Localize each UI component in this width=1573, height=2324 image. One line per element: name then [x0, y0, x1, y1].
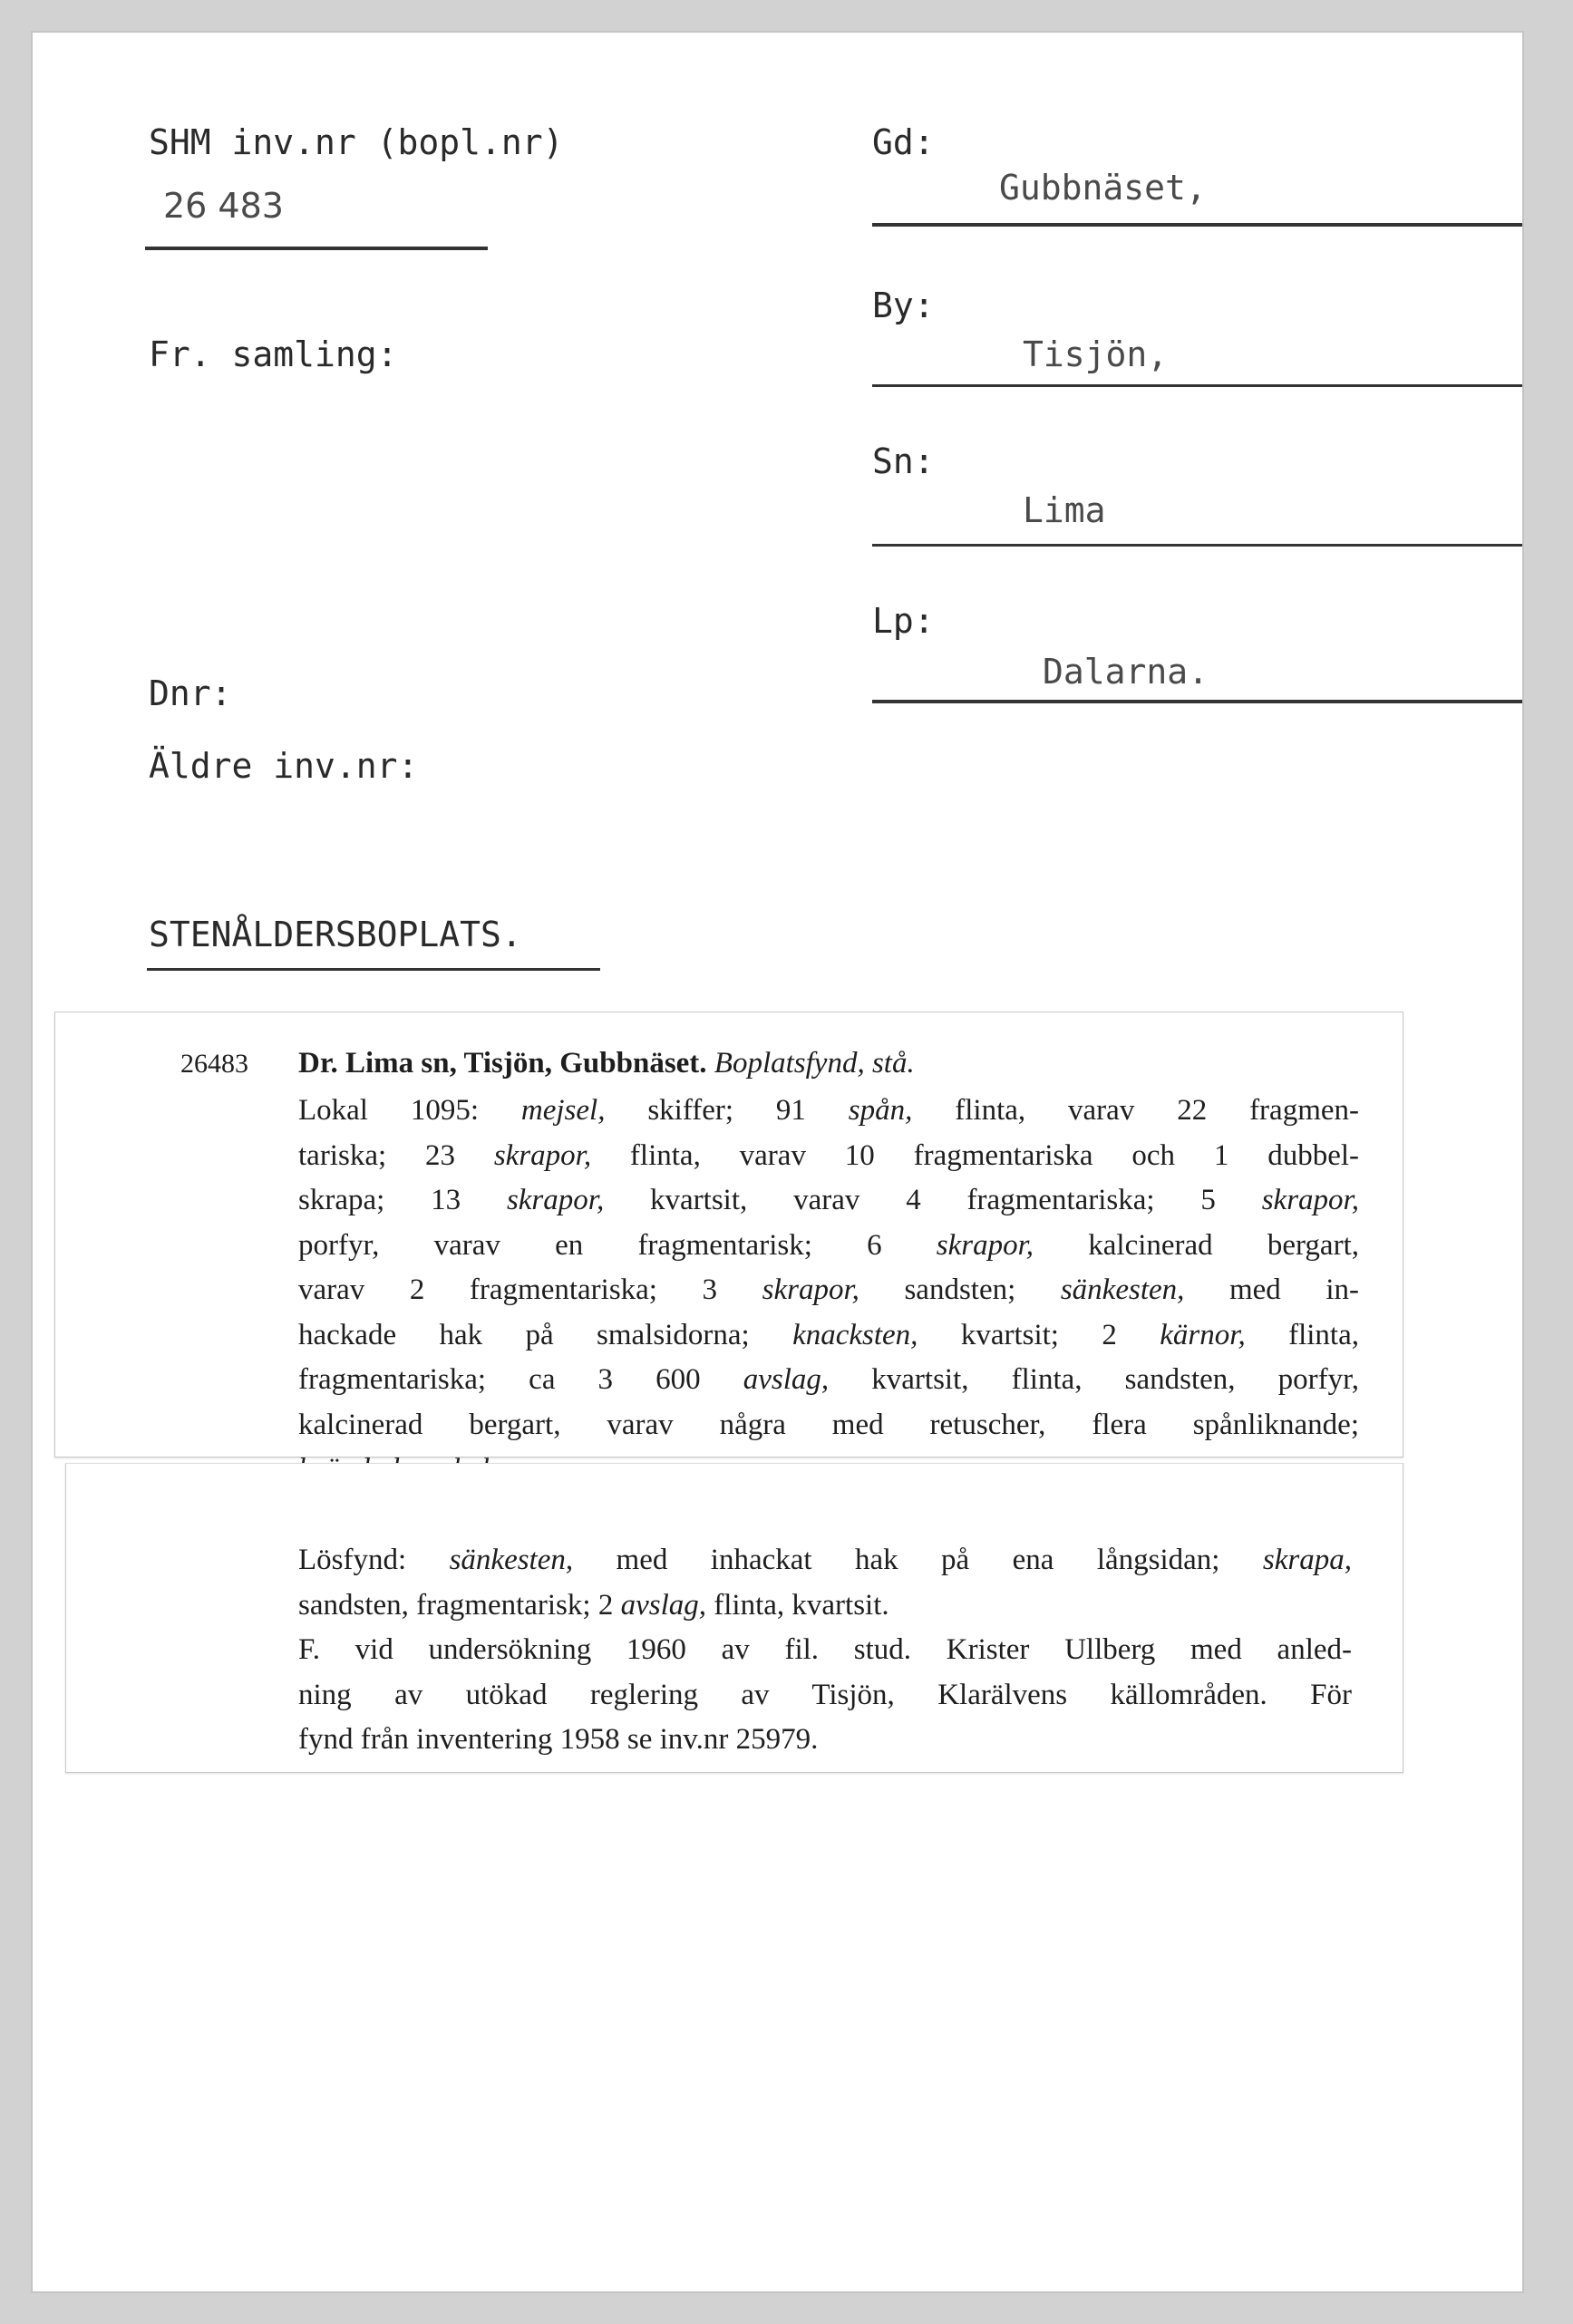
entry2-line	[298, 1680, 1352, 1710]
entry-text: kalcinerad bergart, varav några med retuscher, flera spånliknande;	[298, 1408, 1359, 1441]
entry2-line	[298, 1545, 1352, 1575]
find-term: sänkesten,	[1060, 1273, 1185, 1306]
find-term: skrapor,	[506, 1184, 605, 1216]
catalog-entry-continuation	[65, 1463, 1403, 1773]
entry-text: flinta,	[1245, 1318, 1359, 1351]
entry1-line	[298, 1138, 1359, 1172]
entry-number: 26483	[180, 1049, 248, 1079]
entry-text: sandsten;	[859, 1273, 1061, 1306]
find-term: knacksten,	[792, 1318, 918, 1351]
dnr-label: Dnr:	[149, 673, 232, 713]
category-underline	[147, 968, 600, 971]
sn-value: Lima	[1023, 490, 1106, 530]
entry-title-location: Dr. Lima sn, Tisjön, Gubbnäset.	[298, 1047, 707, 1080]
entry2-line	[298, 1635, 1352, 1665]
entry-text: skrapa; 13	[298, 1184, 507, 1216]
catalog-entry-clipping	[54, 1012, 1403, 1457]
entry-text: hackade hak på smalsidorna;	[298, 1318, 793, 1351]
gd-underline	[872, 223, 1522, 227]
by-value: Tisjön,	[1023, 334, 1169, 374]
find-term: sänkesten,	[449, 1544, 574, 1576]
sn-underline	[872, 544, 1522, 547]
lp-label: Lp:	[872, 601, 935, 641]
entry1-line	[298, 1186, 1359, 1215]
entry1-line	[298, 1275, 1359, 1305]
entry-text: flinta, varav 22 fragmen-	[912, 1094, 1359, 1127]
entry-text: Lokal 1095:	[298, 1094, 521, 1127]
find-term: skrapor,	[1261, 1184, 1359, 1216]
entry1-line	[298, 1318, 1359, 1351]
find-term: skrapa,	[1262, 1544, 1352, 1576]
find-term: skrapor,	[936, 1228, 1034, 1262]
entry-text: kvartsit; 2	[918, 1318, 1160, 1351]
entry1-line	[298, 1096, 1359, 1126]
category-heading: STENÅLDERSBOPLATS.	[149, 915, 522, 954]
entry-title	[298, 1049, 915, 1079]
gd-label: Gd:	[872, 122, 935, 162]
find-term: skrapor,	[762, 1273, 859, 1306]
entry-text: flinta, varav 10 fragmentariska och 1 dubbel-	[591, 1138, 1359, 1172]
entry1-line	[298, 1365, 1359, 1395]
gd-value: Gubbnäset,	[999, 168, 1207, 208]
entry1-line	[298, 1228, 1359, 1262]
lp-underline	[872, 700, 1522, 703]
entry2-line	[298, 1725, 818, 1755]
entry-text: F. vid undersökning 1960 av fil. stud. Krister Ullberg med anled-	[298, 1633, 1352, 1666]
entry-text: ning av utökad reglering av Tisjön, Klarälvens källområden. För	[298, 1678, 1352, 1711]
inv-underline	[145, 247, 488, 250]
catalog-card	[33, 33, 1522, 2291]
aldre-inv-label: Äldre inv.nr:	[149, 746, 419, 786]
inv-label: SHM inv.nr (bopl.nr)	[149, 122, 564, 162]
inv-number: 26 483	[163, 186, 284, 226]
find-term: kärnor,	[1160, 1318, 1246, 1351]
entry-text: Lösfynd:	[298, 1544, 450, 1576]
entry2-line	[298, 1588, 889, 1622]
entry1-line	[298, 1410, 1359, 1440]
entry-text: kalcinerad bergart,	[1034, 1228, 1359, 1262]
entry-text: flinta, kvartsit.	[706, 1588, 889, 1622]
entry-text: kvartsit, flinta, sandsten, porfyr,	[829, 1363, 1359, 1396]
entry-text: fynd från inventering 1958 se inv.nr 25979.	[298, 1723, 819, 1756]
find-term: spån,	[848, 1094, 913, 1127]
by-label: By:	[872, 286, 935, 325]
fr-samling-label: Fr. samling:	[149, 334, 398, 374]
entry-text: skiffer; 91	[605, 1094, 849, 1127]
entry-title-type: Boplatsfynd, stå.	[714, 1047, 915, 1080]
entry-text: tariska; 23	[298, 1138, 494, 1172]
by-underline	[872, 384, 1522, 387]
entry-text: kvartsit, varav 4 fragmentariska; 5	[604, 1184, 1262, 1216]
entry-text: sandsten, fragmentarisk; 2	[298, 1588, 621, 1622]
find-term: mejsel,	[520, 1094, 606, 1127]
entry-text: med inhackat hak på ena långsidan;	[573, 1544, 1263, 1576]
entry-text: varav 2 fragmentariska; 3	[298, 1273, 762, 1306]
entry-text: med in-	[1184, 1273, 1359, 1306]
entry-text: porfyr, varav en fragmentarisk; 6	[298, 1228, 937, 1262]
entry-text: fragmentariska; ca 3 600	[298, 1363, 743, 1396]
find-term: avslag,	[743, 1363, 830, 1396]
sn-label: Sn:	[872, 441, 935, 481]
find-term: avslag,	[620, 1588, 706, 1622]
lp-value: Dalarna.	[1043, 652, 1209, 692]
find-term: skrapor,	[493, 1138, 592, 1172]
